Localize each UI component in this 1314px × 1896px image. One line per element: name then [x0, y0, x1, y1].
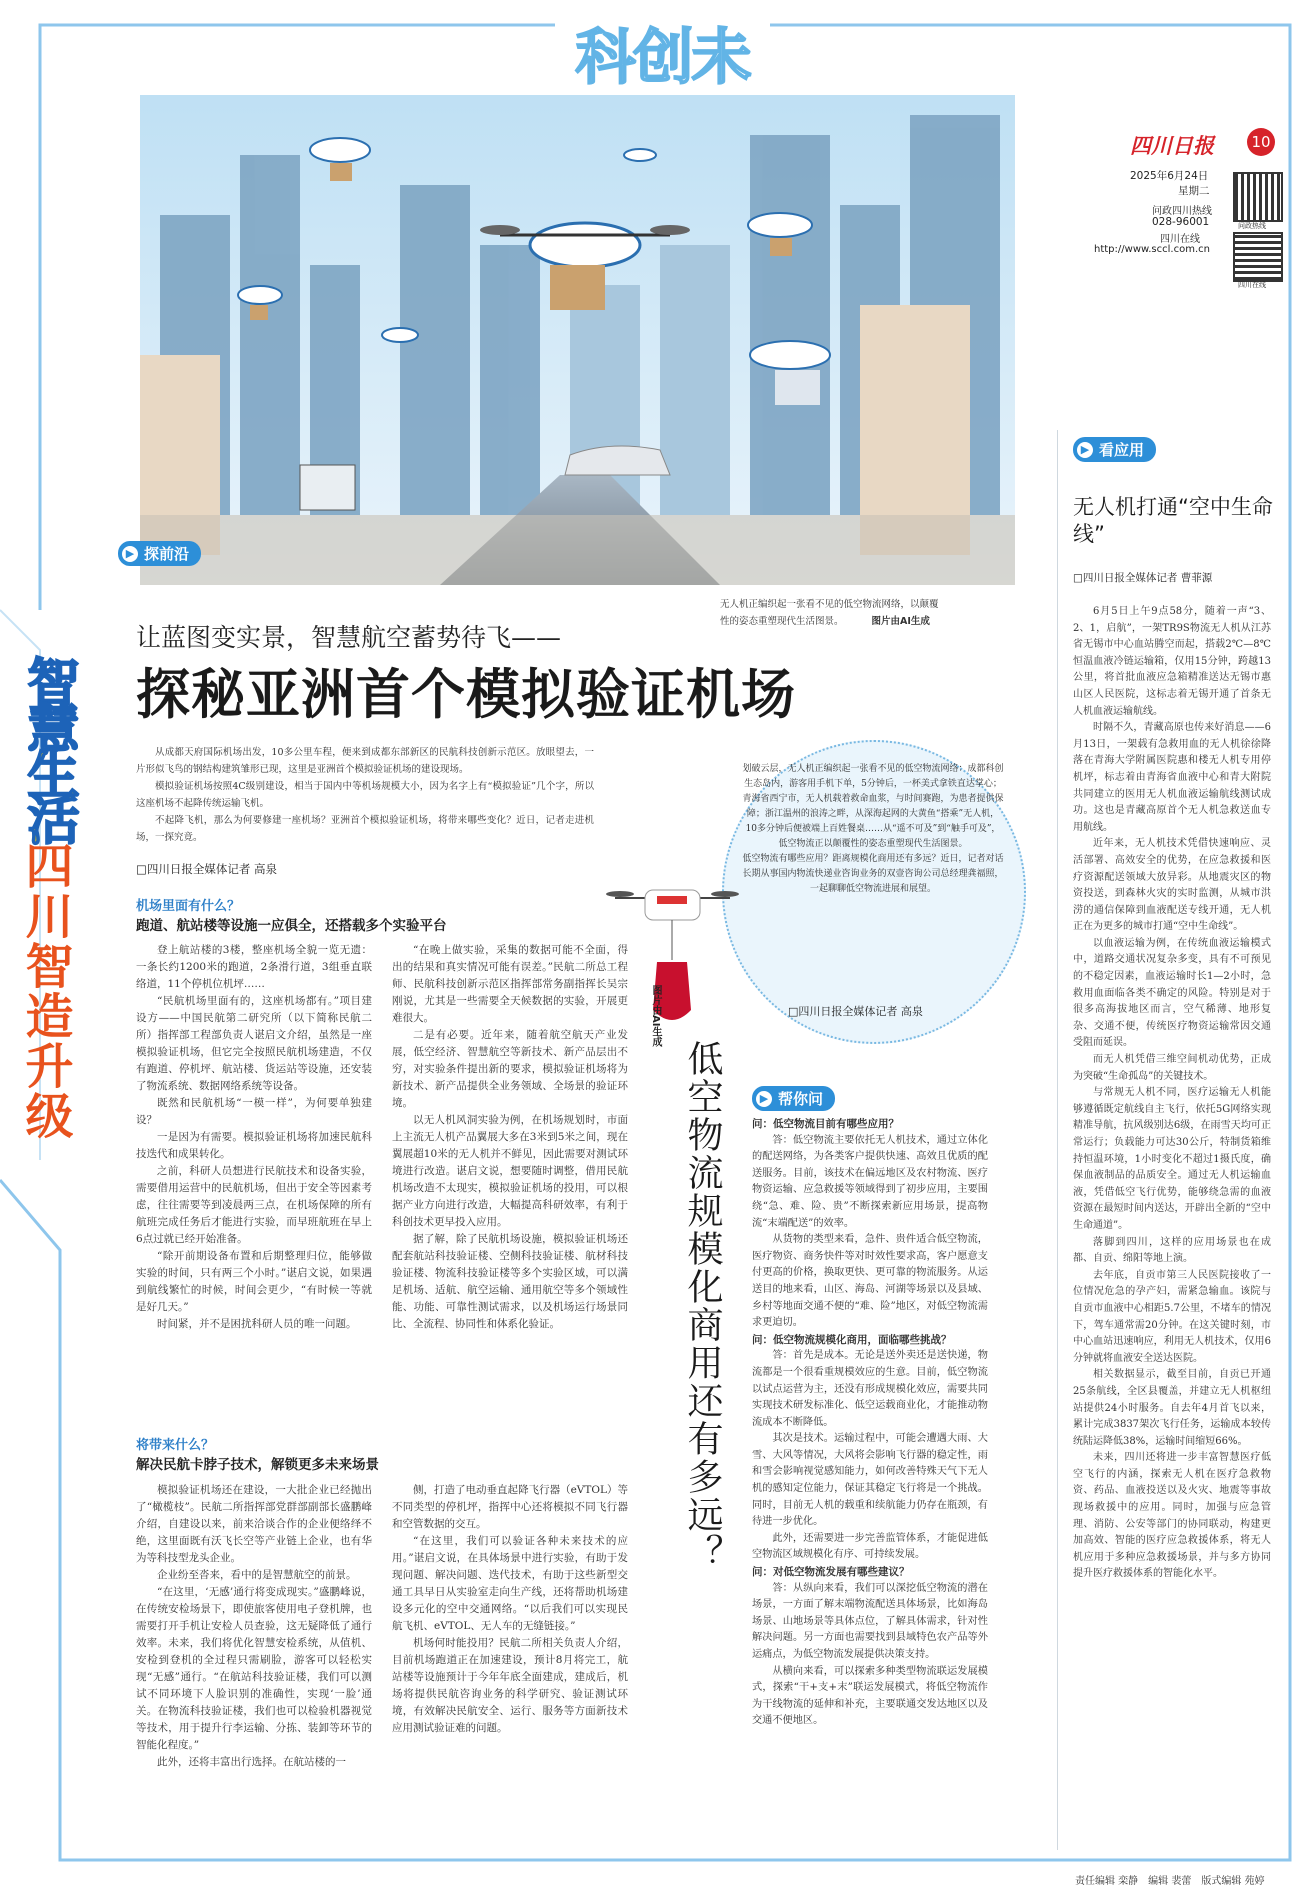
- paragraph: 据了解，除了民航机场设施，模拟验证机场还配套航站科技验证楼、空侧科技验证楼、航材科技验证楼、物流科技验证楼等多个实验区域，可以满足机场、适航、航空运输、通用航空等多个领域性能、功能、可靠性测试需求，以及机场运行场景同比、全流程、协同性和体系化验证。: [392, 1233, 628, 1330]
- hero-tag: ▶ 探前沿: [118, 541, 201, 566]
- hotline-label: 问政四川热线: [1152, 206, 1212, 217]
- paragraph: “民航机场里面有的，这座机场都有。”项目建设方——中国民航第二研究所（以下简称民航二所）指挥部工程部负责人谌启文介绍，虽然是一座模拟验证机场，但它完全按照民航机场建造，不仅有跑道、停机坪、航站楼、货运站等设施，还安装了物流系统、数据网络系统等设备。: [136, 995, 372, 1092]
- main-kicker: 让蓝图变实景，智慧航空蓄势待飞——: [136, 623, 562, 652]
- paragraph: 6月5日上午9点58分，随着一声“3、2、1，启航”，一架TR9S物流无人机从江苏省无锡市中心血站腾空而起，搭载2℃—8℃恒温血液冷链运输箱，仅用15分钟，跨越13公里，将首批血液应急箱精准送达无锡市惠山区人民医院，这标志着无锡开通了首条无人机血液运输航线。: [1073, 606, 1271, 717]
- qa-item: 问：低空物流规模化商用，面临哪些挑战？ 答：首先是成本。无论是送外卖还是送快递，物流都是一个很看重规模效应的生意。目前，低空物流以试点运营为主，还没有形成规模化效应，需要共同实现技术研发标准化、低空运载商业化，才能推动物流成本不断降低。: [752, 1333, 988, 1428]
- paragraph: 以无人机风洞实验为例，在机场规划时，市面上主流无人机产品翼展大多在3米到5米之间，现在翼展超10米的无人机并不鲜见，因此需要对测试环境进行改造。谌启文说，想要随时调整，借用民航机场改造不太现实，模拟验证机场的投用，可以根据产业方向进行改造，大幅提高科研效率，有利于科创技术更早投入应用。: [392, 1114, 628, 1228]
- main-col-3: [136, 1482, 372, 1771]
- paragraph: 机场何时能投用？民航二所相关负责人介绍，目前机场跑道正在加速建设，预计8月将完工，航站楼等设施预计于今年年底全面建成，建成后，机场将提供民航咨询业务的科学研究、验证测试环境，有效解决民航安全、运行、服务等方面新技术应用测试验证难的问题。: [392, 1637, 628, 1734]
- qr-code-hotline: [1233, 172, 1283, 222]
- sub1-question: 机场里面有什么？: [136, 899, 241, 914]
- logistics-intro: [742, 762, 1004, 897]
- paragraph: 二是有必要。近年来，随着航空航天产业发展，低空经济、智慧航空等新技术、新产品层出不穷，对实验条件提出新的要求，模拟验证机场将为新技术、新产品提供全业务领域、全场景的验证环境。: [392, 1029, 628, 1109]
- logistics-headline: 低空物流规模化商用还有多远？: [682, 1040, 723, 1572]
- weekday: 星期二: [1178, 185, 1210, 197]
- main-headline: 探秘亚洲首个模拟验证机场: [136, 663, 796, 726]
- main-byline: □四川日报全媒体记者 高泉: [136, 862, 278, 876]
- qr1-caption: 问政热线: [1238, 222, 1266, 230]
- paragraph: 一是因为有需要。模拟验证机场将加速民航科技迭代和成果转化。: [136, 1131, 372, 1160]
- paragraph: 时间紧，并不是困扰科研人员的唯一问题。: [157, 1318, 357, 1330]
- side-banner: [15, 655, 85, 1141]
- main-col-4: [392, 1482, 628, 1737]
- intro-para: 模拟验证机场按照4C级别建设，相当于国内中等机场规模大小，因为名字上有“模拟验证”几个字，所以这座机场不起降传统运输飞机。: [136, 781, 594, 809]
- main-intro: [136, 744, 594, 846]
- paragraph: 之前，科研人员想进行民航技术和设备实验，需要借用运营中的民航机场，但出于安全等因素考虑，往往需要等到凌晨两三点，在机场保障的所有航班完成任务后才能进行实验，而早班航班在早上6点过就已经开始准备。: [136, 1165, 372, 1245]
- qa-item: 其次是技术。运输过程中，可能会遭遇大雨、大雪、大风等情况，大风将会影响飞行器的稳定性，雨和雪会影响视觉感知能力，如何改善特殊天气下无人机的感知定位能力，保证其稳定飞行将是一个挑战。同时，目前无人机的载重和续航能力仍存在瓶颈，有待进一步优化。: [752, 1433, 988, 1528]
- right-body: [1073, 604, 1271, 1583]
- medical-drone-icon: [605, 880, 740, 1040]
- hero-caption: 无人机正编织起一张看不见的低空物流网络，以颠覆 性的姿态重塑现代生活图景。 图片由AI生成: [720, 599, 939, 627]
- paragraph: “除开前期设备布置和后期整理归位，能够做实验的时间，只有两三个小时。”谌启文说，如果遇到航线繁忙的时候，时间会更少，“有时候一等就是好几天。”: [136, 1250, 372, 1313]
- paragraph: 既然和民航机场“一模一样”，为何要单独建设？: [136, 1097, 372, 1126]
- qr-code-online: [1233, 232, 1283, 282]
- qa-block: [752, 1116, 988, 1730]
- qa-item: 问：对低空物流发展有哪些建议？ 答：从纵向来看，我们可以深挖低空物流的潜在场景，一方面了解末端物流配送具体场景，比如海岛场景、山地场景等具体点位，了解具体需求，针对性解决问题。另一方面也需要找到县域特色农产品等外运痛点，为低空物流发展提供决策支持。: [752, 1566, 988, 1660]
- main-col-2: [392, 942, 628, 1333]
- sub2-question: 将带来什么？: [136, 1438, 215, 1453]
- paper-name: 四川日报: [1130, 133, 1214, 158]
- qa-item: 从横向来看，可以探索多种类型物流联运发展模式，探索“干+支+末”联运发展模式，将低空物流作为干线物流的延伸和补充，主要联通交发达地区以及交通不便地区。: [752, 1665, 988, 1727]
- qa-tag: ▶ 帮你问: [752, 1086, 835, 1111]
- online-label: 四川在线: [1160, 234, 1200, 245]
- right-headline: 无人机打通“空中生命线”: [1073, 495, 1273, 546]
- intro-para: 从成都天府国际机场出发，10多公里车程，便来到成都东部新区的民航科技创新示范区。放眼望去，一片形似飞鸟的钢结构建筑雏形已现，这里是亚洲首个模拟验证机场的建设现场。: [136, 747, 594, 775]
- hero-credit: 图片由AI生成: [871, 616, 930, 627]
- paragraph: “在这里，‘无感’通行将变成现实。”盛鹏峰说，在传统安检场景下，即使旅客使用电子登机牌，也需要打开手机让安检人员查验，这无疑降低了通行效率。未来，我们将优化智慧安检系统，从值机、安检到登机的全过程只需刷脸，游客可以轻松实现“无感”通行。“在航站科技验证楼，我们可以测试不同环境下人脸识别的准确性，实现‘一脸’通关。在物流科技验证楼，我们也可以检验机器视觉等技术，用于提升行李运输、分拣、装卸等环节的智能化程度。”: [136, 1586, 372, 1751]
- footer-credits: 责任编辑 栾静 编辑 裴蕾 版式编辑 苑婷: [1075, 1876, 1265, 1887]
- site-url[interactable]: http://www.sccl.com.cn: [1094, 244, 1210, 255]
- paragraph: 模拟验证机场还在建设，一大批企业已经抛出了“橄榄枝”。民航二所指挥部党群部副部长盛鹏峰介绍，自建设以来，前来洽谈合作的企业便络绎不绝，这里面既有沃飞长空等产业链上企业，也有华为等科技型龙头企业。: [136, 1484, 372, 1564]
- side-banner-bottom: 四川智造升级: [17, 841, 73, 1141]
- right-byline: □四川日报全媒体记者 曹菲源: [1073, 572, 1213, 584]
- paragraph: 而无人机凭借三维空间机动优势，正成为突破“生命孤岛”的关键技术。: [1073, 1054, 1271, 1082]
- hotline-number: 028-96001: [1152, 216, 1210, 228]
- sub1-answer: 跑道、航站楼等设施一应俱全，还搭载多个实验平台: [136, 918, 447, 934]
- sub2-answer: 解决民航卡脖子技术，解锁更多未来场景: [136, 1457, 379, 1473]
- qr2-caption: 四川在线: [1238, 281, 1266, 289]
- right-tag: ▶ 看应用: [1073, 437, 1156, 462]
- paragraph: 相关数据显示，截至目前，自贡已开通25条航线，全区县覆盖，并建立无人机枢纽站提供24小时服务。自去年4月首飞以来，累计完成3837架次飞行任务，运输成本较传统陆运降低38%，运输时间缩短66%。: [1073, 1369, 1271, 1447]
- paragraph: 划破云层，无人机正编织起一张看不见的低空物流网络：成都科创生态岛内，游客用手机下单，5分钟后，一杯美式拿铁直达掌心；青海省西宁市，无人机载着救命血浆，与时间赛跑，为患者提供保障；浙江温州的浪涛之畔，从深海起网的大黄鱼“搭乘”无人机，10多分钟后便被端上百姓餐桌……从“遥不可及”到“触手可及”，低空物流正以颠覆性的姿态重塑现代生活图景。: [742, 764, 1004, 849]
- paragraph: 近年来，无人机技术凭借快速响应、灵活部署、高效安全的优势，在应急救援和医疗资源配送领域大放异彩。从地震灾区的物资投送，到森林火灾的实时监测，从城市洪涝的通信保障到血液配送专线开通，无人机正在为更多的城市打通“空中生命线”。: [1073, 838, 1271, 933]
- paragraph: 企业纷至沓来，看中的是智慧航空的前景。: [157, 1569, 357, 1581]
- paragraph: 侧，打造了电动垂直起降飞行器（eVTOL）等不同类型的停机坪，指挥中心还将模拟不同飞行器和空管数据的交互。: [392, 1484, 628, 1530]
- paragraph: 以血液运输为例，在传统血液运输模式中，道路交通状况复杂多变，具有不可预见的不稳定因素，血液运输时长1—2小时，急救用血面临各类不确定的风险。特别是对于很多高海拔地区而言，空气稀薄、地形复杂、交通不便，传统医疗物资运输常因交通受阻而延误。: [1073, 937, 1271, 1049]
- paragraph: 落脚到四川，这样的应用场景也在成都、自贡、绵阳等地上演。: [1073, 1236, 1271, 1265]
- section-title: 科创未: [575, 23, 750, 93]
- main-col-1: [136, 942, 372, 1333]
- column-rule: [1057, 430, 1058, 1850]
- date: 2025年6月24日: [1130, 170, 1209, 182]
- page-number: 10: [1247, 128, 1275, 156]
- qa-item: 此外，还需要进一步完善监管体系，才能促进低空物流区域规模化有序、可持续发展。: [752, 1532, 988, 1561]
- side-banner-top: 智慧生活: [18, 655, 78, 839]
- paragraph: “在晚上做实验，采集的数据可能不全面，得出的结果和真实情况可能有误差。”民航二所总工程师、民航科技创新示范区指挥部常务副指挥长吴宗刚说，尤其是一些需要全天候数据的实验，开展更难很大。: [392, 944, 628, 1024]
- paragraph: 与常规无人机不同，医疗运输无人机能够遵循既定航线自主飞行，依托5G网络实现精准导航，抗风级别达6级，在雨雪天均可正常运行；负载能力可达30公斤，特制货箱维持恒温环境，1小时变化不超过1摄氏度，确保血液制品的品质安全。通过无人机运输血液，凭借低空飞行优势，能够绕急需的血液资源在最短时间内送达，开辟出全新的“空中生命通道”。: [1073, 1087, 1271, 1231]
- paragraph: 低空物流有哪些应用？距离规模化商用还有多远？近日，记者对话长期从事国内物流快递业咨询业务的双壹咨询公司总经理龚福照，一起聊聊低空物流进展和展望。: [742, 854, 1004, 894]
- hero-illustration: [140, 95, 1015, 585]
- intro-para: 不起降飞机，那么为何要修建一座机场？亚洲首个模拟验证机场，将带来哪些变化？近日，记者走进机场，一探究竟。: [136, 815, 594, 843]
- paragraph: 登上航站楼的3楼，整座机场全貌一览无遗：一条长约1200米的跑道，2条滑行道，3组垂直联络道，11个停机位机坪……: [136, 944, 372, 990]
- paragraph: 去年底，自贡市第三人民医院接收了一位情况危急的孕产妇，需紧急输血。该院与自贡市血液中心相距5.7公里，不堵车的情况下，驾车通常需20分钟。在这关键时刻，市中心血站迅速响应，利用无人机技术，仅用6分钟就将血液安全送达医院。: [1073, 1269, 1271, 1364]
- paragraph: 时隔不久，青藏高原也传来好消息——6月13日，一架载有急救用血的无人机徐徐降落在青海大学附属医院惠和楼无人机专用停机坪，标志着由青海省血液中心和青大附院共同建立的医用无人机血液运输航线测试成功。这也是青藏高原首个无人机急救送血专用航线。: [1073, 722, 1271, 833]
- paragraph: 未来，四川还将进一步丰富智慧医疗低空飞行的内涵，探索无人机在医疗急救物资、药品、血液投送以及火灾、地震等事故现场救援中的应用。同时，加强与应急管理、消防、公安等部门的协同联动，构建更加高效、智能的医疗应急救援体系，将无人机应用于多种应急救援场景，并与多方协同提升医疗救援体系的智能化水平。: [1073, 1452, 1271, 1580]
- paragraph: 此外，还将丰富出行选择。在航站楼的一: [157, 1756, 346, 1768]
- drone-caption: 图片由AI生成: [650, 985, 661, 1047]
- qa-item: 问：低空物流目前有哪些应用？ 答：低空物流主要依托无人机技术，通过立体化的配送网络，为各类客户提供快速、高效且优质的配送服务。目前，该技术在偏远地区及农村物流、医疗物资运输、应急救援等领域得到了初步应用，主要围绕“急、难、险、贵”不断探索新应用场景，提高物流“末端配送”的效率。: [752, 1118, 988, 1229]
- qa-item: 从货物的类型来看，急件、贵件适合低空物流，医疗物资、商务快件等对时效性要求高，客户愿意支付更高的价格，换取更快、更可靠的物流服务。从运送目的地来看，山区、海岛、河湖等场景以及县域、乡村等地面交通不便的“难、险”地区，对低空物流需求更迫切。: [752, 1234, 988, 1329]
- logistics-byline: □四川日报全媒体记者 高泉: [788, 1005, 923, 1018]
- paragraph: “在这里，我们可以验证各种未来技术的应用。”谌启文说，在具体场景中进行实验，有助于发现问题、解决问题、迭代技术，有助于这些新型交通工具早日从实验室走向生产线，还将帮助机场建设多元化的空中交通网络。“以后我们可以实现民航飞机、eVTOL、无人车的无缝链接。”: [392, 1535, 628, 1632]
